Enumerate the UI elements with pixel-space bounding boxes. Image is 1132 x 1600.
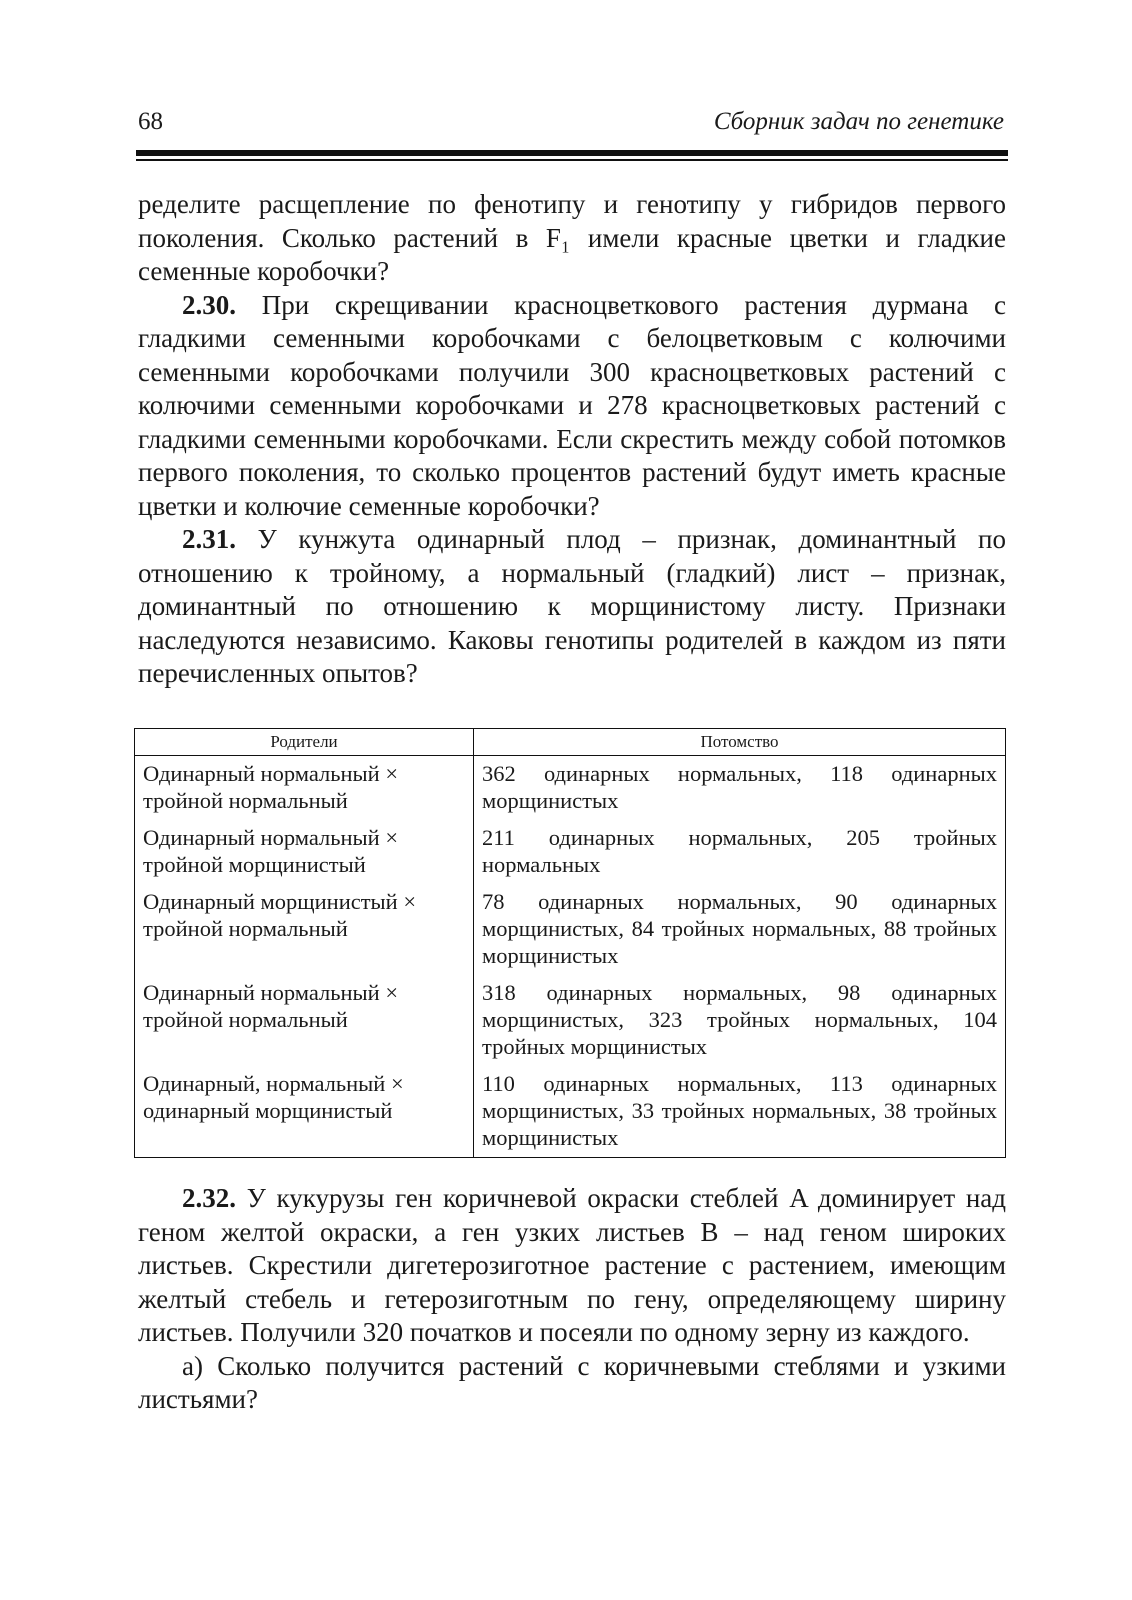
intro-paragraph: ределите расщепление по фенотипу и генотипу у гибридов первого поколения. Сколько растений в F₁ имели красные цветки и гладкие семенные коробочки? [138, 189, 1006, 286]
problem-text: При скрещивании красноцветкового растения дурмана с гладкими семенными коробочками с белоцветковым с колючими семенными коробочками получили 300 красноцветковых растений с колючими семенными коробочками и 278 красноцветковых растений с гладкими семенными коробочками. Если скрестить между собой потомков первого поколения, то сколько процентов растений будут иметь красные цветки и колючие семенные коробочки? [138, 289, 1006, 521]
running-head [138, 108, 1004, 142]
problem-text: У кунжута одинарный плод – признак, доминантный по отношению к тройному, а нормальный (гладкий) лист – признак, доминантный по отношению к морщинистому листу. Признаки наследуются независимо. Каковы генотипы родителей в каждом из пяти перечисленных опытов? [138, 524, 1006, 688]
problem-2-31 [138, 523, 1006, 691]
column-header-offspring: Потомство [474, 729, 1006, 756]
parents-cell: Одинарный нормальный × тройной морщинистый [135, 820, 474, 884]
header-rule-thin [136, 159, 1008, 161]
problem-2-32 [138, 1182, 1006, 1350]
problem-number: 2.30. [182, 289, 236, 320]
parents-cell: Одинарный нормальный × тройной нормальный [135, 756, 474, 821]
parents-cell: Одинарный морщинистый × тройной нормальный [135, 884, 474, 975]
table-row [135, 975, 1006, 1066]
parents-cell: Одинарный нормальный × тройной нормальный [135, 975, 474, 1066]
offspring-cell: 318 одинарных нормальных, 98 одинарных морщинистых, 323 тройных нормальных, 104 тройных морщинистых [474, 975, 1006, 1066]
problem-number: 2.31. [182, 524, 236, 554]
page-number: 68 [138, 108, 163, 135]
upper-text [138, 188, 1006, 691]
problem-text: У кукурузы ген коричневой окраски стеблей A доминирует над геном желтой окраски, а ген узких листьев B – над геном широких листьев. Скрестили дигетерозиготное растение с растением, имеющим желтый стебель и гетерозиготным по гену, определяющему ширину листьев. Получили 320 початков и посеяли по одному зерну из каждого. [138, 1183, 1006, 1347]
offspring-cell: 110 одинарных нормальных, 113 одинарных морщинистых, 33 тройных нормальных, 38 тройных морщинистых [474, 1066, 1006, 1158]
offspring-cell: 362 одинарных нормальных, 118 одинарных морщинистых [474, 756, 1006, 821]
table-row [135, 756, 1006, 821]
table-row [135, 884, 1006, 975]
header-rule-thick [136, 150, 1008, 156]
lower-text [138, 1182, 1006, 1417]
table-row [135, 1066, 1006, 1158]
crosses-table [134, 728, 1006, 1158]
question-a: а) Сколько получится растений с коричневыми стеблями и узкими листьями? [138, 1350, 1006, 1414]
offspring-cell: 78 одинарных нормальных, 90 одинарных морщинистых, 84 тройных нормальных, 88 тройных морщинистых [474, 884, 1006, 975]
problem-number: 2.32. [182, 1183, 236, 1213]
offspring-cell: 211 одинарных нормальных, 205 тройных нормальных [474, 820, 1006, 884]
table-row [135, 820, 1006, 884]
parents-cell: Одинарный, нормальный × одинарный морщинистый [135, 1066, 474, 1158]
column-header-parents: Родители [135, 729, 474, 756]
running-title: Сборник задач по генетике [713, 108, 1004, 135]
problem-2-30 [138, 289, 1006, 524]
table-header-row [135, 729, 1006, 756]
